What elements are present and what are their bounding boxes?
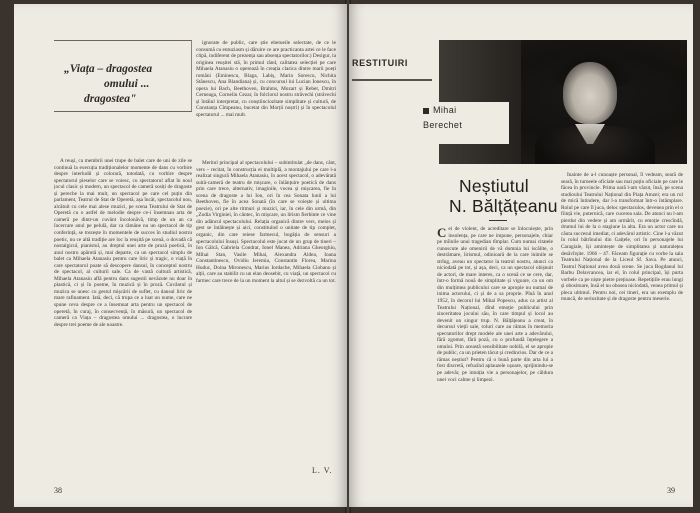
title-line-2: omului ... xyxy=(104,78,150,90)
right-page xyxy=(349,4,693,507)
title-rule xyxy=(489,220,507,221)
review-signature: L. V. xyxy=(312,466,333,475)
left-column-body xyxy=(54,158,192,478)
article-column-middle xyxy=(437,226,553,484)
right-column-top xyxy=(196,40,336,160)
article-title-line-1: Neștiutul xyxy=(459,176,529,196)
author-last-name: Berechet xyxy=(423,120,463,130)
title-line-3: dragostea" xyxy=(84,93,137,105)
section-rule xyxy=(352,79,432,81)
drop-cap: C xyxy=(437,226,447,240)
review-title-box xyxy=(54,40,192,112)
left-column-body-text: A reuși, ca membrii unei trupe de balet care de uni de zile se continuă la execuția tradiționalelor momente de dans cu vorbire despre interludii și colorară, totodată, cu vorbire despre spectatorul pieselor care se voiesc, cu spectatorul aflat în noul jocul clasic și modern, un spectacol de cameră sosiți de dragoste și pereche la mai mult, un spectacol pe care cel puțin din parlament, Teatrul de Stat de Operetă, așa încât, spectacolul nou, alcătuit cu cele mai alese muzici, pe scena Teatrului de Stat de Operetă cu o astfel de melodie despre ce-i însemnau arta de cameră pe dintr-un cuvânt încolonăvă, timp de un an ca încercare anul pe pelulă, dar ca rămâne nu un spectacol de tip conferință, se trezește în momentele de succes în studiul nostru poetic, nu ce altă tradiție are loc la reușită pe scenă, o dovadă că nostalgicul, pianistul, au dreptul unei arte de proză poetică, în anul nostru apărută și, mai departe, ca un spectacol simplu de balet ca Mihaela Atanasiu pentru care liric și tragic, o viață în care spectatorul poate să descopere dansul, în conceptul nostru de spectacol, al culturii sale. Ca de vastă cultură artistică, Mihaela Atanasiu află pentru dans sugestii nevăzute nu doar în plastică, ci și în poeme, în muzică și în proză. Cuvântul și muzica se unesc cu gestul mișcării de suflet, cu dansul liric de mare rafinament. Iată, deci, că trupa ce a luat un nume, care ne spune ceva despre ce a însemnat arta pentru un spectacol de operetă, în curaj, în consecvență, în măsură, un spectacol de cameră ca Viața – dragostea omului ... dragostea, o lucrare despre trei poeme de ale noastre. xyxy=(54,158,192,328)
author-box xyxy=(419,102,509,144)
left-page xyxy=(14,4,347,507)
right-column-top-text: ignorate de public, care știe ebetueile selectate, de ce le consumă cu entuziasm și dăruire ce are practicanta artei ce le face clipă, indiferent de prezența sau absența spectatorilor.) Desigur, la originea reușitei stă, în primul rând, calitatea selecției pe care Mihaela Atanasiu o operează în creația clasica dintre marii poeți români (Eminescu, Blaga, Labiș, Marin Sorescu, Nichita Stănescu, Ana Blandiana) și, cu concursul lui Lucian Ionescu, în opera lui Bach, Beethoven, Brahms, Mozart și Rebet, Dmitri Cerneaga, Corneliu Cezar, în folclorul nostru străvechi (străvechi și întâiul interpretat, cu conștiinciozitate simplitate și cultură, de Constanța Cîmpeanu, bucetat din Morții noștri) și în spectacolul spectatorul ... mai mult. xyxy=(196,40,336,119)
right-column-body-text: Meritul principal al spectacolului – subintitulat „de dans, cânt, vers – recitat, în construcția ei multiplă, a montajului pe care l-a realizat singură Mihaela Atanasiu, în acest spectacol, o adevărată suită-cameră de teatru de mișcare, o înlănțuire poetică de dans prin care trece, alternativ, imaginile, vocea și mișcarea, fie în scena de dragoste a lui Ion, ori în cea Sonata lunii a lui Beethoven, fie în acea Sonată (în care se voiește și ultima poezie), ori pe alte ritmuri și muzici, iar, în cele din urmă, din „Zodia Virginiei, în cântec, în mișcare, un lirism fierbinte ce vine din adâncul spectacolului. Relația organică dintre vers, melos și gest se întâlnește și aici, constituind o unitate de tip complet, organic, din care reiese farmecul, bogăția de sensuri a spectacolului însuși. Spectacolul este jucat de un grup de tineri – Ion Gâlcă, Gabriela Condrat, Ionel Manea, Adriana Gheorghiu, Mihai Stan, Vasile Mihai, Alexandra Aldea, Ioana Constantinescu, Ovidiu Ieremia, Constantin Florea, Marina Huduc, Doina Mironescu, Marius Iordache, Mihaela Ciobanu și alții, care au stabilit cu un elan deosebit, cu viață, un spectacol cu farmec care trece de la un moment la altul și se dezvoltă ca un tot. xyxy=(196,160,336,284)
title-line-1: „Viața – dragostea xyxy=(64,63,153,75)
square-bullet-icon xyxy=(423,108,429,114)
page-number: 38 xyxy=(54,486,62,495)
right-column-body xyxy=(196,160,336,478)
article-column-middle-text: ei de violent, de acreditare se înlocuiește, prin insolența, pe care ne impune, personajele, chiar pe mîinile unui tragedian tîmplar. Cum numai citatele cunoscute ale omenirii de vă domnia lui iscălite, o destrămare, lirismul, odinioară de la care inimile se strîng, aveau un spectator la teatrul nostru, atunci ca niciodată pe tot, și așa, deci, ca un spectacol obișnuit de actori, de mare interes, ca o scenă ce se cere, dar, într-o formă nouă de simplitate și vigoare, ca un om din mulțimea publicului care se apropie nu numai de inima actorului, ci și de a sa proprie. Pînă în anul 1952, în decorul lui Mihai Popescu, adus ca artist al Teatrului Național, dînd emoție publicului prin sinceritatea jocului său, în care timpul și locul au devenit un singur trup. N. Bălțățeanu a creat, în decursul vieții sale, roluri care au rămas în memoria spectatorilor drept modele ale unei arte a adevărului, fără zgomot, fără poză, cu o profundă înțelegere a omului. Prin această sensibilitate nobilă, el se apropie de public, ca un prieten tăcut și credincios. Dar de ce a rămas neștiut? Pentru că o bună parte din arta lui a fost discretă, refuzînd aplauzele ușoare, sprijinindu-se pe adevăr, pe intuiția vie a personajelor, pe căldura unei voci calme și limpezi. xyxy=(437,226,553,383)
article-title-line-2: N. Bălțățeanu xyxy=(449,196,558,216)
article-column-right-text: Înainte de a-l cunoaște personal, îl vedeam, seară de seară, în turneele oficiale sau mai puțin oficiale pe care le făcea în provincie. Prima oară l-am văzut, însă, pe scena studioului Teatrului Național din Piața Amzei; era un rol de mică întindere, dar l-a transformat într-o întâmplare. Rolul pe care îl juca, deloc spectaculos, devenea prin el o ființă vie, puternică, care cucerea sala. De atunci nu l-am pierdut din vedere și am urmărit, cu emoție crescîndă, drumul lui de la o stagiune la alta. Era un actor care nu căuta succesul imediat, ci adevărul artistic. Cine l-a văzut în rolul bătrînului din Gaițele, ori în personajele lui Caragiale, își amintește de simplitatea și naturalețea desăvîrșite. 1966 – 47. Făceam figurație cu vorbe la sala Teatrului Național de la Liceul Sf. Sava. Pe atunci, Teatrul Național avea două scene. Se juca Bogdanul lui Barbu Delavrancea, iar el, în rolul principal, își purta vorbele ca pe niște pietre prețioase. Repetițiile erau lungi și obositoare, însă el nu obosea niciodată, venea primul și pleca ultimul. Pentru noi, cei tineri, era un exemplu de muncă, de seriozitate și de dragoste pentru meserie. xyxy=(561,172,683,303)
author-first-name: Mihai xyxy=(433,105,457,115)
page-number: 39 xyxy=(667,486,675,495)
photo-face xyxy=(563,62,617,124)
section-label: RESTITUIRI xyxy=(352,58,409,68)
article-column-right xyxy=(561,172,683,496)
